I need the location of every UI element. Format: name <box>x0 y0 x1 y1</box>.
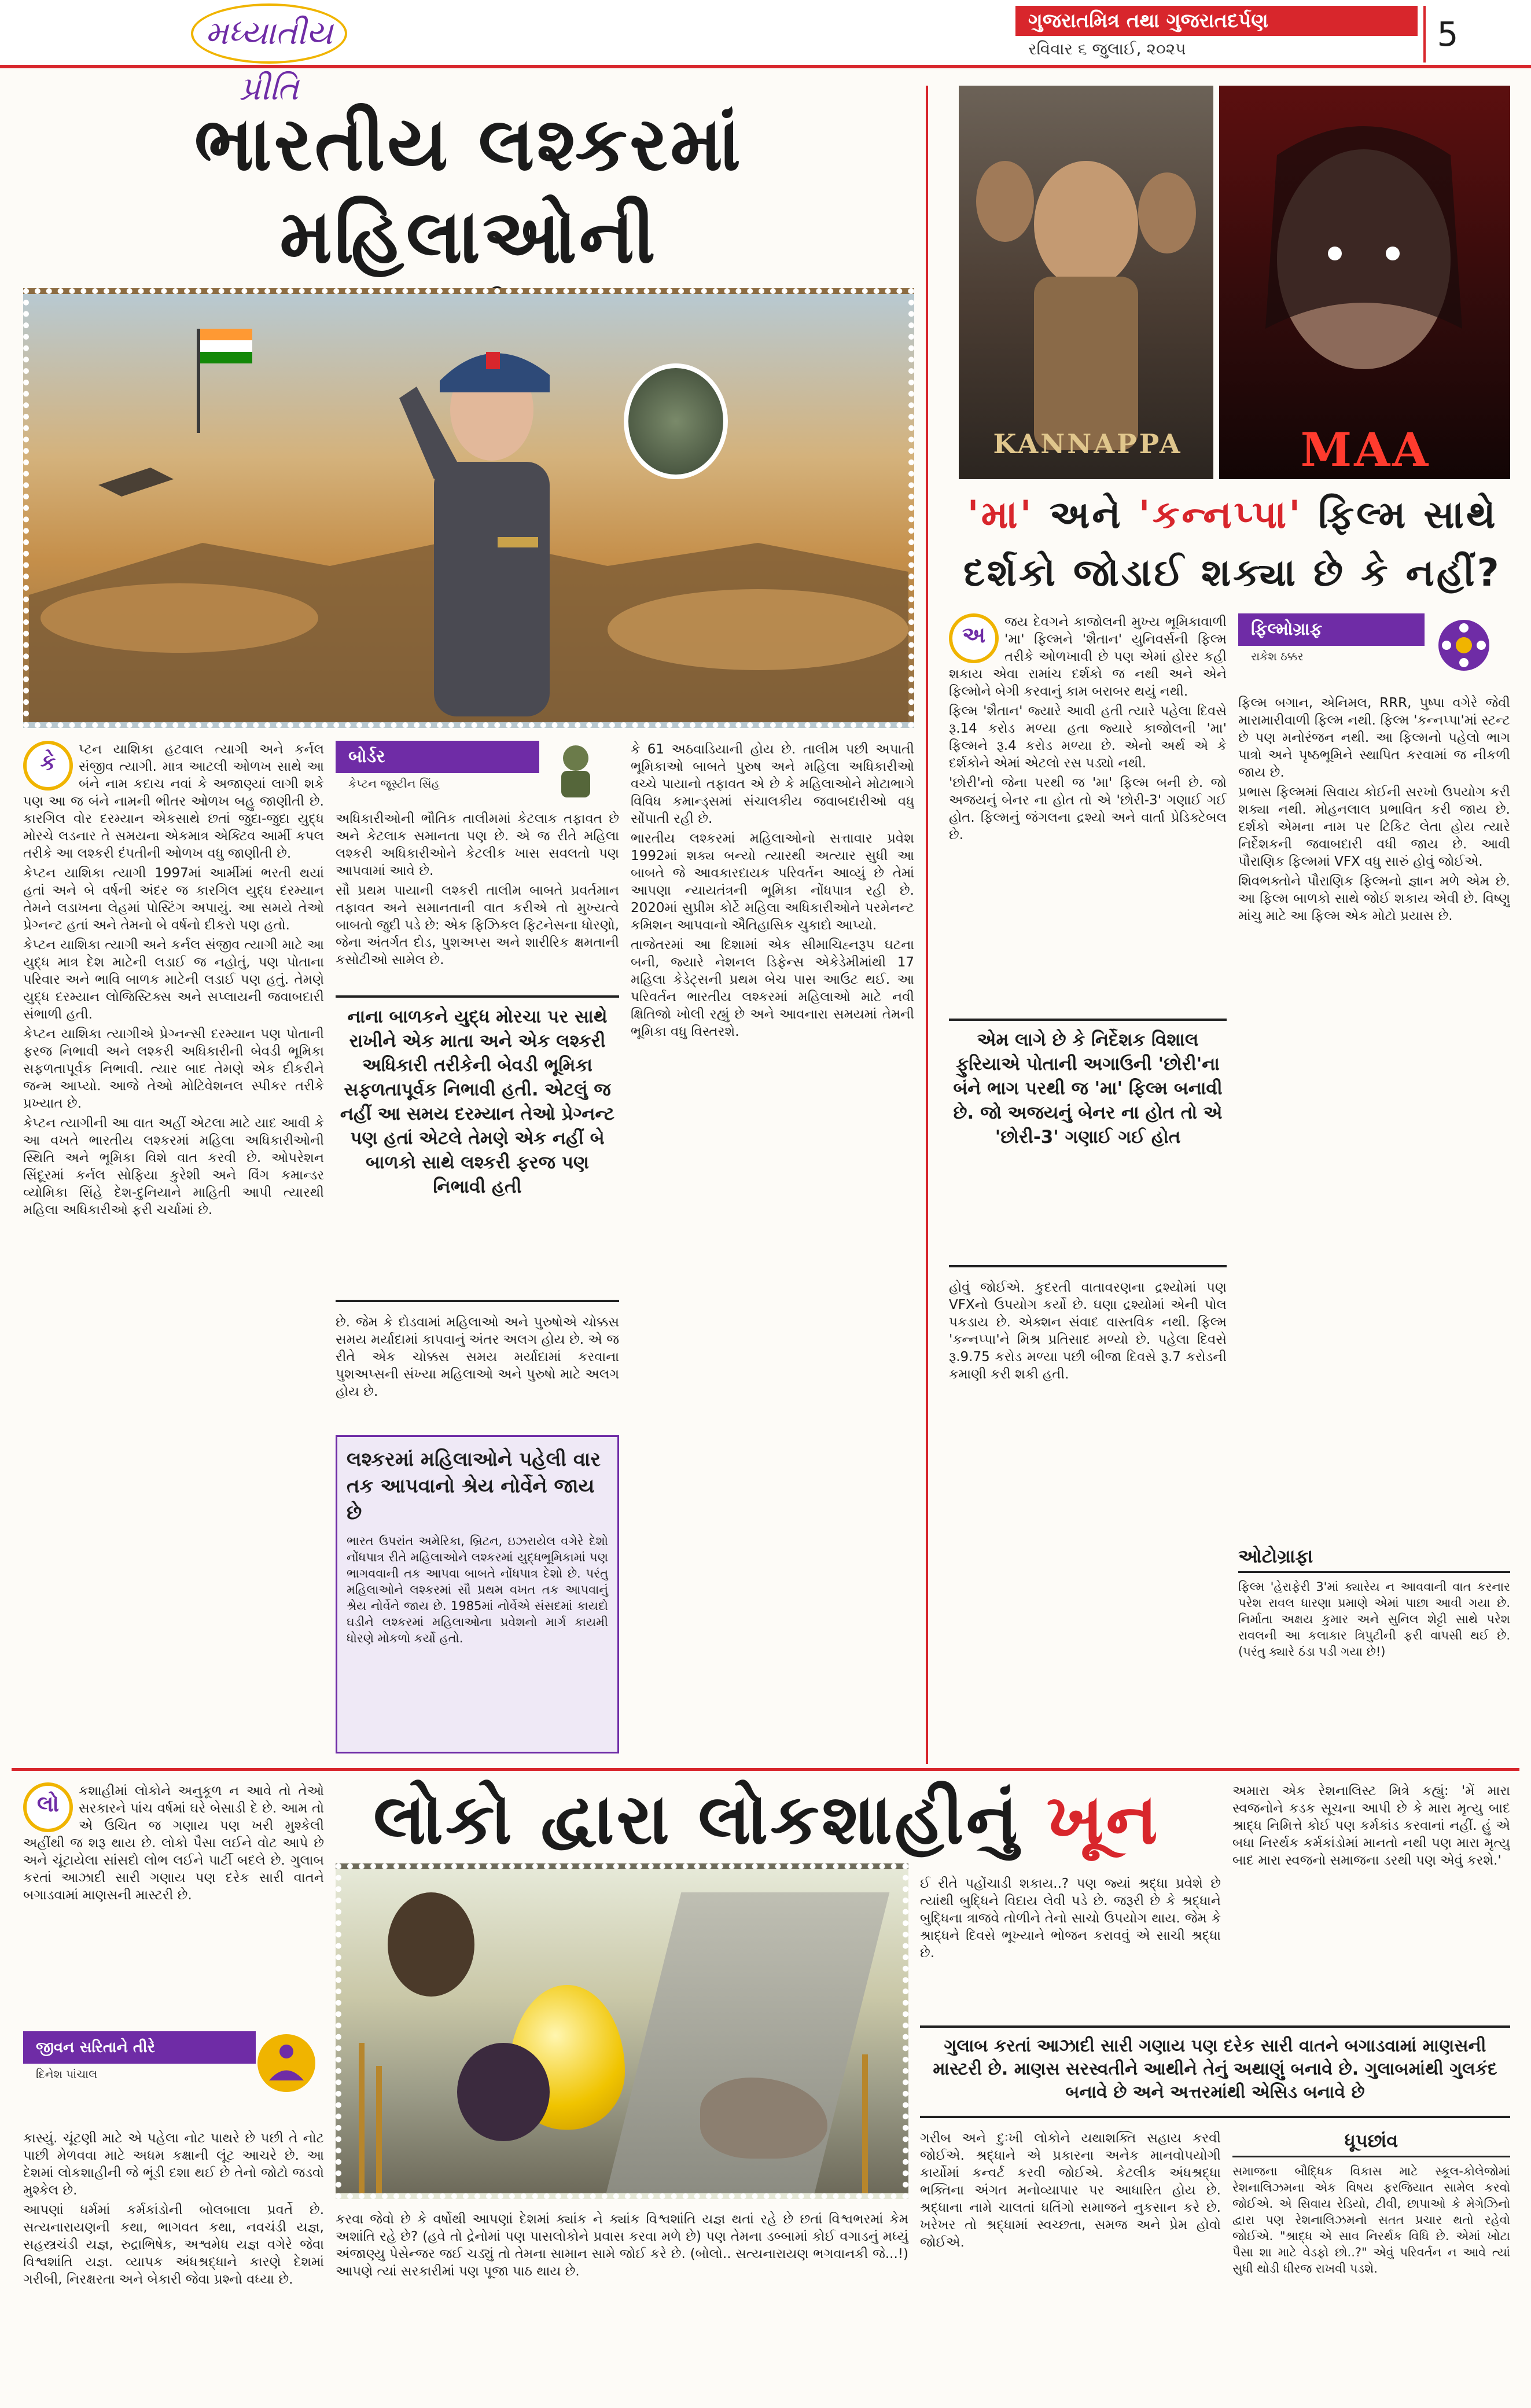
maa-poster-title: MAA <box>1300 422 1431 477</box>
dhupchhanv-text: સમાજના બૌદ્ધિક વિકાસ માટે સ્કૂલ-કોલેજોમાં રેશનાલિઝમના એક વિષય ફરજિયાત સામેલ કરવો જોઈએ. એ સિવાય રેડિયો, ટીવી, છાપાઓ કે મેગેઝિનો દ્વારા પણ રેશનાલિઝમનો સતત પ્રચાર થતો રહેવો જોઈએ. "શ્રાદ્ધ એ સાવ નિરર્થક વિધિ છે. એમાં ખોટા પૈસા શા માટે વેડફો છો..?" એવું પરિવર્તન ન આવે ત્યાં સુધી થોડી ધીરજ રાખવી પડશે. <box>1232 2164 1510 2275</box>
democracy-para: અમારા એક રેશનાલિસ્ટ મિત્રે કહ્યું: 'મેં મારા સ્વજનોને કડક સૂચના આપી છે કે મારા મૃત્યુ બાદ શ્રાદ્ધ નિમિત્તે કોઈ પણ કર્મકાંડ કરવાનાં નહીં. હું એ બધા નિરર્થક કર્મકાંડોમાં માનતો નથી પણ મારા મૃત્યુ બાદ મારા સ્વજનો સમાજના ડરથી પણ એવું કરશે.' <box>1232 1784 1510 1868</box>
democracy-column-1b <box>23 2130 324 2396</box>
army-para: અધિકારીઓની ભૌતિક તાલીમમાં કેટલાક તફાવત છે અને કેટલાક સમાનતા પણ છે. એ જ રીતે મહિલા લશ્કરી અધિકારીઓને કેટલીક ખાસ સવલતો પણ આપવામાં આવે છે. <box>336 811 619 878</box>
democracy-para: કાસ્યું. ચૂંટણી માટે એ પહેલા નોટ પાથરે છે પછી તે નોટ પાછી મેળવવા માટે અધમ કક્ષાની લૂંટ આચરે છે. આ દેશમાં લોકશાહીની જે ભૂંડી દશા થઈ છે તેનો જોટો જડવો મુશ્કેલ છે. <box>23 2131 324 2198</box>
democracy-headline-red: ખૂન <box>1046 1780 1160 1860</box>
democracy-illustration <box>336 1863 908 2199</box>
army-para: કેપ્ટન ત્યાગીની આ વાત અહીં એટલા માટે યાદ આવી કે આ વખતે ભારતીય લશ્કરમાં મહિલા અધિકારીઓની સ્થિતિ અને ભૂમિકા વિશે વાત કરવી છે. ઓપરેશન સિંદૂરમાં કર્નલ સોફિયા કુરેશી અને વિંગ કમાન્ડર વ્યોમિકા સિંહે દેશ-દુનિયાને માહિતી આપી ત્યારથી મહિલા અધિકારીઓ ફરી ચર્ચામાં છે. <box>23 1116 324 1218</box>
democracy-headline-main: લોકો દ્વારા લોકશાહીનું <box>373 1780 1020 1860</box>
democracy-headline <box>347 1777 1186 1863</box>
democracy-pull-quote: ગુલાબ કરતાં આઝાદી સારી ગણાય પણ દરેક સારી વાતને બગાડવામાં માણસની માસ્ટરી છે. માણસ સરસ્વતીને આથીને તેનું અથાણું બનાવે છે. ગુલાબમાંથી ગુલકંદ બનાવે છે અને અત્તરમાંથી એસિડ બનાવે છે <box>920 2025 1510 2118</box>
film-para: શિવભક્તોને પૌરાણિક ફિલ્મનો જ્ઞાન મળે એમ છે. આ ફિલ્મ બાળકો સાથે જોઈ શકાય એવી છે. વિષ્ણુ માંચુ માટે આ ફિલ્મ એક મોટો પ્રયાસ છે. <box>1238 874 1510 924</box>
film-para: હોવું જોઈએ. કુદરતી વાતાવરણના દ્રશ્યોમાં પણ VFXનો ઉપયોગ કર્યો છે. ઘણા દ્રશ્યોમાં એની પોલ પકડાય છે. એક્શન સંવાદ વાસ્તવિક નથી. ફિલ્મ 'કન્નપ્પા'ને મિશ્ર પ્રતિસાદ મળ્યો છે. પહેલા દિવસે રૂ.9.75 કરોડ મળ્યા પછી બીજા દિવસે રૂ.7 કરોડની કમાણી કરી શકી હતી. <box>949 1280 1227 1382</box>
soldier-icon <box>538 741 613 799</box>
democracy-dropcap: લો <box>23 1782 73 1832</box>
film-title-kannappa: 'કન્નપ્પા' <box>1138 492 1303 537</box>
reed-illustration <box>359 2043 365 2199</box>
democracy-author: દિનેશ પાંચાલ <box>36 2067 98 2081</box>
film-para: ફિલ્મ બગાન, એનિમલ, RRR, પુષ્પા વગેરે જેવી મારામારીવાળી ફિલ્મ નથી. ફિલ્મ 'કન્નપ્પા'માં સ્ટન્ટ છે પણ મનોરંજન નથી. આ ફિલ્મનો પહેલો ભાગ પાત્રો અને પૃષ્ઠભૂમિને સ્થાપિત કરવામાં જ નીકળી જાય છે. <box>1238 696 1510 780</box>
film-column-2 <box>1238 694 1510 1534</box>
maa-poster <box>1219 86 1510 479</box>
autograph-title: ઓટોગ્રાફ। <box>1238 1545 1510 1573</box>
paper-name: ગુજરાતમિત્ર તથા ગુજરાતદર્પણ <box>1015 6 1418 36</box>
film-headline <box>949 486 1516 608</box>
norway-box-text: ભારત ઉપરાંત અમેરિકા, બ્રિટન, ઇઝરાયેલ વગેરે દેશો નોંધપાત્ર રીતે મહિલાઓને લશ્કરમાં યુદ્ધભૂમિકામાં પણ ભાગવવાની તક આપવા બાબતે નોંધપાત્ર દેશો છે. પરંતુ મહિલાઓને લશ્કરમાં સૌ પ્રથમ વખત તક આપવાનું શ્રેય નોર્વેને જાય છે. 1985માં નોર્વેએ સંસદમાં કાયદો ઘડીને લશ્કરમાં મહિલાઓના પ્રવેશનો માર્ગ કાયમી ધોરણે મોકળો કર્યો હતો. <box>347 1534 608 1645</box>
democracy-column-4 <box>1232 1782 1510 2020</box>
section-divider <box>12 1768 1519 1771</box>
army-para: સૌ પ્રથમ પાયાની લશ્કરી તાલીમ બાબતે પ્રવર્તમાન તફાવત અને સમાનતાની વાત કરીએ તો મુખ્યત્વે બાબતો જુદી પડે છે: એક ફિઝિકલ ફિટનેસના ધોરણો, જેના અંતર્ગત દોડ, પુશઅપ્સ અને શારીરિક ક્ષમતાની કસોટીઓ સામેલ છે. <box>336 883 619 968</box>
army-column-1 <box>23 741 324 1753</box>
army-pull-quote: નાના બાળકને યુદ્ધ મોરચા પર સાથે રાખીને એક માતા અને એક લશ્કરી અધિકારી તરીકેની બેવડી ભૂમિકા સફળતાપૂર્વક નિભાવી હતી. એટલું જ નહીં આ સમય દરમ્યાન તેઓ પ્રેગ્નન્ટ પણ હતાં એટલે તેમણે એક નહીં બે બાળકો સાથે લશ્કરી ફરજ પણ નિભાવી હતી <box>336 995 619 1302</box>
film-headline-line1 <box>949 486 1516 544</box>
film-headline-line2: દર્શકો જોડાઈ શક્યા છે કે નહીં? <box>963 550 1501 595</box>
dhupchhanv-title: ધૂપછાંવ <box>1232 2130 1510 2157</box>
army-column-2b <box>336 1314 619 1424</box>
jivan-tag-block <box>23 2031 324 2124</box>
section-logo: મધ્યાતીય પ્રીતિ <box>205 14 333 108</box>
maa-poster-art <box>1219 86 1510 479</box>
norway-box <box>336 1435 619 1753</box>
army-para: ભારતીય લશ્કરમાં મહિલાઓનો સત્તાવાર પ્રવેશ 1992માં શક્ય બન્યો ત્યારથી અત્યાર સુધી આ બાબતે જે આવકારદાયક પરિવર્તન આવ્યું છે તેમાં આપણા ન્યાયતંત્રની ભૂમિકા નોંધપાત્ર રહી છે. 2020માં સુપ્રીમ કોર્ટે મહિલા અધિકારીઓને પરમેનન્ટ કમિશન આપવાનો ઐતિહાસિક ચુકાદો આપ્યો. <box>631 831 914 933</box>
film-para: જય દેવગને કાજોલની મુખ્ય ભૂમિકાવાળી 'મા' ફિલ્મને 'શૈતાન' યુનિવર્સની ફિલ્મ તરીકે ઓળખાવી છે પણ એમાં હોરર કહી શકાય એવા રામાંચ દર્શકો જ નથી અને એને ફિલ્મોને બેગી કરવાનું કામ બરાબર થયું નથી. <box>949 615 1227 699</box>
army-para: કે 61 અઠવાડિયાની હોય છે. તાલીમ પછી અપાતી ભૂમિકાઓ બાબતે પુરુષ અને મહિલા અધિકારીઓ વચ્ચે પાયાનો તફાવત એ છે કે મહિલાઓને મોટાભાગે વિવિધ કમાન્ડ્સમાં સંચાલકીય જવાબદારીઓ વધુ સોંપાતી રહી છે. <box>631 742 914 826</box>
army-para: છે. જેમ કે દોડવામાં મહિલાઓ અને પુરુષોએ ચોક્કસ સમય મર્યાદામાં કાપવાનું અંતર અલગ હોય છે. એ જ રીતે એક ચોક્કસ સમય મર્યાદામાં કરવાના પુશઅપ્સની સંખ્યા મહિલાઓ અને પુરુષો માટે અલગ હોય છે. <box>336 1315 619 1399</box>
army-column-2 <box>336 810 619 984</box>
army-column-3 <box>631 741 914 1753</box>
film-dropcap: અ <box>949 613 999 663</box>
autograph-text: ફિલ્મ 'હેરાફેરી 3'માં ક્યારેય ન આવવાની વાત કરનાર પરેશ રાવલ ધારણા પ્રમાણે એમાં પાછા આવી ગયા છે. નિર્માતા અક્ષય કુમાર અને સુનિલ શેટ્ટી સાથે પરેશ રાવલની આ કલાકાર ત્રિપુટીની ફરી વાપસી થઈ છે. (પરંતુ ક્યારે ઠંડા પડી ગયા છે!) <box>1238 1580 1510 1659</box>
bird-illustration <box>457 2043 550 2141</box>
army-para: કેપ્ટન યાશિકા ત્યાગીએ પ્રેગ્નન્સી દરમ્યાન પણ પોતાની ફરજ નિભાવી અને લશ્કરી અધિકારીની બેવડી ભૂમિકા સફળતાપૂર્વક નિભાવી. ત્યાર બાદ તેમણે એક દીકરીને જન્મ આપ્યો. આજે તેઓ મોટિવેશનલ સ્પીકર તરીકે પ્રખ્યાત છે. <box>23 1027 324 1111</box>
bird-illustration <box>388 1892 474 1997</box>
page-number: 5 <box>1423 6 1470 63</box>
film-para: 'છોરી'નો જેના પરથી જ 'મા' ફિલ્મ બની છે. જો અજયનું બેનર ના હોત તો એ 'છોરી-3' ગણાઈ ગઈ હોત. ફિલ્મનું જંગલના દ્રશ્યો અને વાર્તા પ્રેડિક્ટેબલ છે. <box>949 775 1227 843</box>
couple-inset-photo <box>624 363 728 479</box>
filmograph-tag-block <box>1238 613 1510 683</box>
army-headline <box>23 98 914 289</box>
army-headline-line1: ભારતીય લશ્કરમાં મહિલાઓની <box>194 101 744 280</box>
army-para: પ્ટન યાશિકા હટવાલ ત્યાગી અને કર્નલ સંજીવ ત્યાગી. માત્ર આટલી ઓળખ સાથે આ બંને નામ કદાચ નવાં કે અજાણ્યાં લાગી શકે પણ આ જ બંને નામની ભીતર ઓળખ બહુ જાણીતી છે. કારગિલ વોર દરમ્યાન એકસાથે છતાં જુદા-જુદા યુદ્ધ મોરચે લડનાર તે સમયના એકમાત્ર એક્ટિવ આર્મી કપલ તરીકે આ લશ્કરી દંપતીની ઓળખ વધુ જાણીતી છે. <box>23 742 324 861</box>
film-pull-quote: એમ લાગે છે કે નિર્દેશક વિશાલ ફુરિયાએ પોતાની અગાઉની 'છોરી'ના બંને ભાગ પરથી જ 'મા' ફિલ્મ બનાવી છે. જો અજયનું બેનર ના હોત તો એ 'છોરી-3' ગણાઈ ગઈ હોત <box>949 1019 1227 1267</box>
kannappa-poster <box>959 86 1213 479</box>
democracy-column-3b <box>920 2130 1221 2396</box>
democracy-para: કરવા જેવો છે કે વર્ષોથી આપણાં દેશમાં ક્યાંક ને ક્યાંક વિશ્વશાંતિ યજ્ઞ થતાં રહે છે છતાં વિશ્વભરમાં કેમ અશાંતિ રહે છે? (હવે તો દ્રેનોમાં પણ પાસલોકોને પ્રવાસ કરવા મળે છે) પણ તેમના ડબ્બામાં કોઈ વગાડનું મધ્યું અંજાણ્યુ પેસેન્જર જઈ ચડ્યું તો તેમના સામાન સામે જોઈ કરે છે. (બોલો.. સત્યનારાયણ ભગવાનકી જે...!) આપણે ત્યાં સરકારીમાં પણ પૂજા પાઠ થાય છે. <box>336 2212 908 2279</box>
film-para: ફિલ્મ 'શૈતાન' જ્યારે આવી હતી ત્યારે પહેલા દિવસે રૂ.14 કરોડ મળ્યા હતા જ્યારે કાજોલની 'મા' ફિલ્મને રૂ.4 કરોડ મળ્યા છે. એનો અર્થ એ કે દર્શકોને એમાં એટલો રસ પડ્યો નથી. <box>949 704 1227 771</box>
army-author: કેપ્ટન જૂસ્ટીન સિંહ <box>348 777 440 791</box>
film-reel-icon <box>1423 613 1510 677</box>
army-dropcap: કે <box>23 741 73 791</box>
officer-figure <box>399 317 584 716</box>
film-column-1b <box>949 1279 1227 1557</box>
democracy-column-2 <box>336 2211 908 2396</box>
democracy-para: કશાહીમાં લોકોને અનુકૂળ ન આવે તો તેઓ સરકારને પાંચ વર્ષમાં ઘરે બેસાડી દે છે. આમ તો એ ઉચિત જ ગણાય પણ ખરી મુશ્કેલી અહીંથી જ શરૂ થાય છે. લોકો પૈસા લઈને વોટ આપે છે અને ચૂંટાયેલા સાંસદો લોભ લઈને પાર્ટી બદલે છે. ગુલાબ કરતાં આઝાદી સારી ગણાય પણ દરેક સારી વાતને બગાડવામાં માણસની માસ્ટરી છે. <box>23 1784 324 1903</box>
democracy-column-3 <box>920 1875 1221 2020</box>
film-column-1 <box>949 613 1227 949</box>
democracy-para: ઈ રીતે પહોંચાડી શકાય..? પણ જ્યાં શ્રદ્ધા પ્રવેશે છે ત્યાંથી બુદ્ધિને વિદાય લેવી પડે છે. જરૂરી છે કે શ્રદ્ધાને બુદ્ધિના ત્રાજવે તોળીને તેનો સાચો ઉપયોગ થાય. જેમ કે શ્રાદ્ધને દિવસે ભૂખ્યાને ભોજન કરાવવું એ સાચી શ્રદ્ધા છે. <box>920 1876 1221 1961</box>
army-para: કેપ્ટન યાશિકા ત્યાગી 1997માં આર્મીમાં ભરતી થયાં હતાં અને બે વર્ષની અંદર જ કારગિલ યુદ્ધ દરમ્યાન તેમને લડાખના લેહમાં પોસ્ટિંગ અપાયું. આ સમયે તેઓ પ્રેગ્નન્ટ હતાં અને તેમનો બે વર્ષનો દીકરો પણ હતો. <box>23 866 324 933</box>
democracy-para: આપણાં ધર્મમાં કર્મકાંડોની બોલબાલા પ્રવર્તે છે. સત્યનારાયણની કથા, ભાગવત કથા, નવચંડી યજ્ઞ, સહસ્ત્રચંડી યજ્ઞ, રુદ્રાભિષેક, અશ્વમેધ યજ્ઞ વગેરે જેવા વિશ્વશાંતિ યજ્ઞ. વ્યાપક અંધશ્રદ્ધાને કારણે દેશમાં ગરીબી, નિરક્ષરતા અને બેકારી જેવા પ્રશ્નો વધ્યા છે. <box>23 2203 324 2287</box>
issue-date: રવિવાર ૬ જુલાઈ, ૨૦૨૫ <box>1028 39 1186 58</box>
column-tag: બોર્ડર <box>336 741 539 773</box>
reed-illustration <box>862 2054 868 2199</box>
film-author: રાકેશ ઠક્કર <box>1251 649 1304 663</box>
reed-illustration <box>376 2066 382 2199</box>
autograph-block <box>1238 1545 1510 1753</box>
democracy-column-1 <box>23 1782 324 2025</box>
army-officer-photo <box>23 288 914 728</box>
film-title-and: અને <box>1049 492 1123 537</box>
film-title-rest: ફિલ્મ સાથે <box>1318 492 1498 537</box>
army-para: તાજેતરમાં આ દિશામાં એક સીમાચિહ્નરૂપ ઘટના બની, જ્યારે નેશનલ ડિફેન્સ એકેડેમીમાંથી 17 મહિલા કેડેટ્સની પ્રથમ બેચ પાસ આઉટ થઈ. આ પરિવર્તન ભારતીય લશ્કરમાં મહિલાઓ માટે નવી ક્ષિતિજો ખોલી રહ્યું છે અને આવનારા સમયમાં તેમની ભૂમિકા વધુ વિસ્તરશે. <box>631 938 914 1039</box>
kannappa-poster-art <box>959 86 1213 479</box>
column-tag: જીવન સરિતાને તીરે <box>23 2031 256 2064</box>
army-para: કેપ્ટન યાશિકા ત્યાગી અને કર્નલ સંજીવ ત્યાગી માટે આ યુદ્ધ માત્ર દેશ માટેની લડાઈ જ નહોતું, પણ પોતાના પરિવાર અને ભાવિ બાળક માટેની લડાઈ પણ હતું. તેમણે યુદ્ધ દરમ્યાન લોજિસ્ટિક્સ અને સપ્લાયની જવાબદારી સંભાળી હતી. <box>23 938 324 1022</box>
border-tag-block <box>336 741 619 799</box>
column-divider <box>926 86 928 1764</box>
meditation-icon <box>255 2031 318 2095</box>
norway-box-title: લશ્કરમાં મહિલાઓને પહેલી વાર તક આપવાનો શ્રેય નોર્વેને જાય છે <box>347 1448 601 1524</box>
film-para: પ્રભાસ ફિલ્મમાં સિવાય કોઈની સરખો ઉપયોગ કરી શક્યા નથી. મોહનલાલ પ્રભાવિત કરી જાય છે. દર્શકો એમના નામ પર ટિકિટ લેતા હોય ત્યારે નિર્દેશકની જવાબદારી વધી જાય છે. આવી પૌરાણિક ફિલ્મમાં VFX વધુ સારું હોવું જોઈએ. <box>1238 785 1510 869</box>
dhupchhanv-block <box>1232 2130 1510 2396</box>
democracy-para: ગરીબ અને દુઃખી લોકોને યથાશક્તિ સહાય કરવી જોઈએ. શ્રદ્ધાને એ પ્રકારના અનેક માનવોપયોગી કાર્યોમાં કન્વર્ટ કરવી જોઈએ. કેટલીક અંધશ્રદ્ધા ભક્તિના અંગત મનોવ્યાપાર પર આધારિત હોય છે. શ્રદ્ધાના નામે ચાલતાં ધતિંગો સમાજને નુકસાન કરે છે. ખરેખર તો શ્રદ્ધામાં સ્વચ્છતા, સમજ અને પ્રેમ હોવો જોઈએ. <box>920 2131 1221 2250</box>
film-title-maa: 'મા' <box>967 492 1034 537</box>
kannappa-poster-title: KANNAPPA <box>993 428 1183 459</box>
column-tag: ફિલ્મોગ્રાફ <box>1238 613 1425 646</box>
